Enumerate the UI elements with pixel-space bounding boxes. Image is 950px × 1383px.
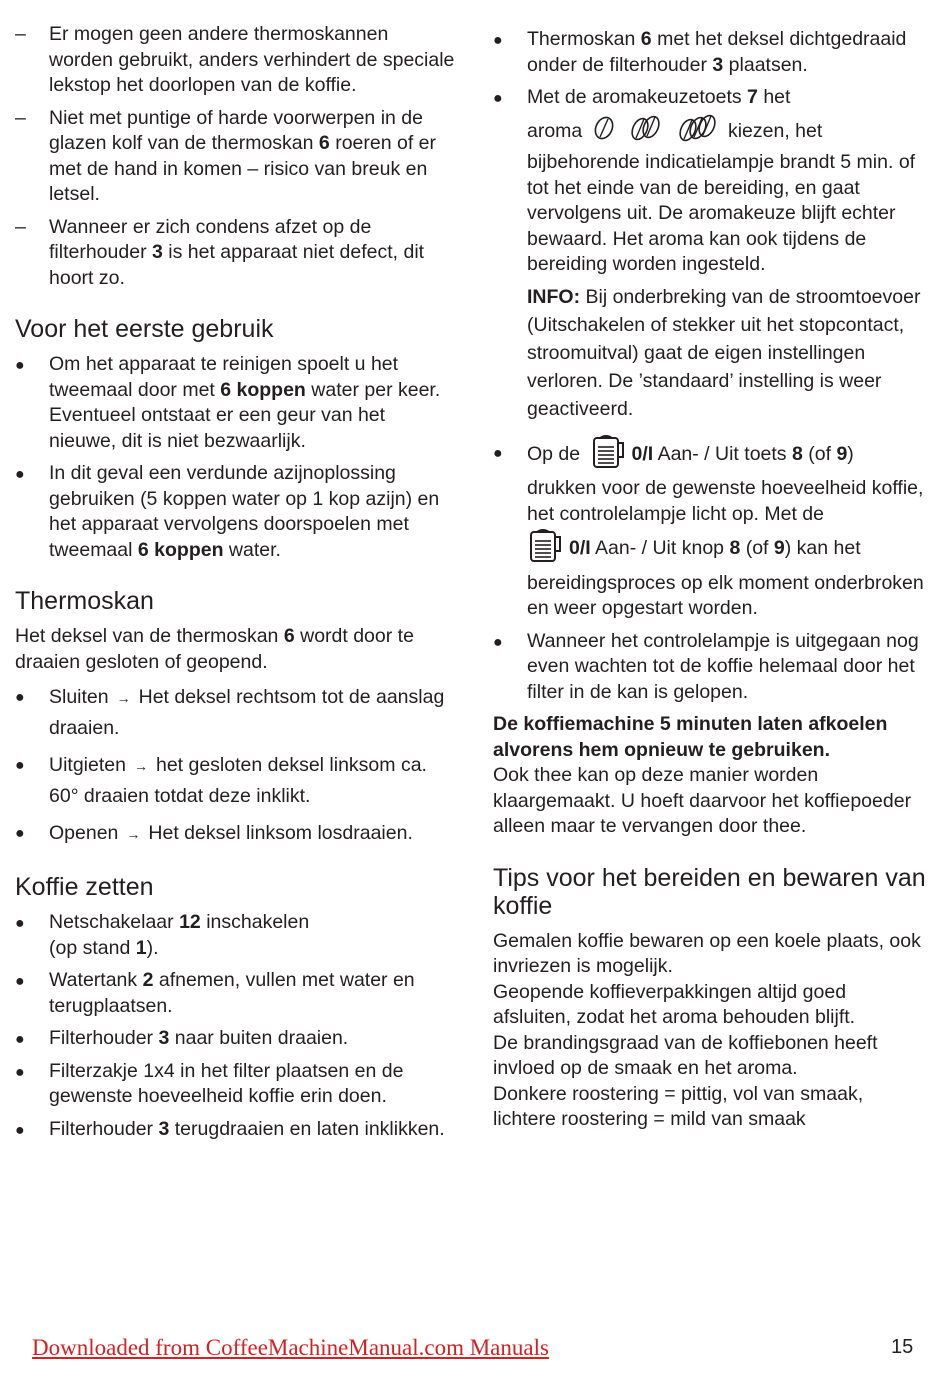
heading-first-use: Voor het eerste gebruik bbox=[15, 315, 274, 343]
left-column bbox=[15, 22, 455, 1149]
heading-coffee: Koffie zetten bbox=[15, 873, 154, 901]
heading-thermos: Thermoskan bbox=[15, 587, 154, 615]
bullet-item: ● In dit geval een verdunde azijnoplossing gebruiken (5 koppen water op 1 kop azijn) en het apparaat vervolgens doorspoelen met tweemaal 6 koppen water. bbox=[15, 462, 440, 561]
tip-text: Donkere roostering = pittig, vol van smaak, lichtere roostering = mild van smaak bbox=[493, 1082, 864, 1131]
bean-one-icon bbox=[592, 115, 616, 149]
bullet-item: ● Wanneer het controlelampje is uitgegaan nog even wachten tot de koffie helemaal door het filter in de kan is gelopen. bbox=[493, 629, 919, 703]
bullet-item: ● Filterhouder 3 naar buiten draaien. bbox=[15, 1027, 349, 1049]
page-number: 15 bbox=[891, 1336, 914, 1358]
bullet-item: ● Netschakelaar 12 inschakelen (op stand 1). bbox=[15, 911, 310, 959]
tip-text: Gemalen koffie bewaren op een koele plaats, ook invriezen is mogelijk. bbox=[493, 929, 921, 978]
heading-tips: Tips voor het bereiden en bewaren van koffie bbox=[493, 863, 926, 920]
bean-two-icon bbox=[629, 114, 663, 150]
tip-text: De brandingsgraad van de koffiebonen heeft invloed op de smaak en het aroma. bbox=[493, 1031, 878, 1080]
bullet-item: ● Filterhouder 3 terugdraaien en laten inklikken. bbox=[15, 1117, 445, 1140]
bullet-item: ● Openen → Het deksel linksom losdraaien. bbox=[15, 818, 455, 849]
dash-item: – Wanneer er zich condens afzet op de filterhouder 3 is het apparaat niet defect, dit hoort zo. bbox=[15, 215, 425, 289]
arrow-right-icon: → bbox=[116, 690, 131, 706]
on-off-carafe-icon bbox=[590, 433, 628, 477]
bullet-item: ● Uitgieten → het gesloten deksel linksom ca. 60° draaien totdat deze inklikt. bbox=[15, 750, 455, 811]
bean-three-icon bbox=[677, 113, 719, 151]
right-column bbox=[493, 22, 928, 1133]
arrow-right-icon: → bbox=[133, 758, 148, 774]
download-source-link[interactable]: Downloaded from CoffeeMachineManual.com Manuals bbox=[32, 1335, 549, 1360]
dash-item: – Niet met puntige of harde voorwerpen in de glazen kolf van de thermoskan 6 roeren of er met de hand in komen – risico van breuk en letsel. bbox=[15, 106, 437, 205]
bullet-item: ● Filterzakje 1x4 in het filter plaatsen en de gewenste hoeveelheid koffie erin doen. bbox=[15, 1059, 404, 1107]
arrow-right-icon: → bbox=[126, 826, 141, 842]
bullet-item: ● Met de aromakeuzetoets 7 het aroma kiezen, het bijbehorende indicatielampje brandt 5 min. of tot het einde van de bereiding, en gaat vervolgens uit. De aromakeuze blijft echter bewaard. Het aroma kan ook tijdens de bereiding worden ingesteld. INFO: Bij onderbreking van de stroomtoevoer (Uitschakelen of stekker uit het stopcontact, stroomuitval) gaat de eigen instellingen verloren. De ’standaard’ instelling is weer geactiveerd. bbox=[493, 85, 928, 423]
bullet-item: ● Sluiten → Het deksel rechtsom tot de aanslag draaien. bbox=[15, 682, 455, 743]
bullet-item: ● Op de 0/I Aan- / Uit toets 8 (of 9) drukken voor de gewenste hoeveelheid koffie, het controlelampje licht op. Met de 0/I Aan- / Uit knop 8 (of 9) kan het bereidingsproces op elk moment onderbroken en weer opgestart worden. bbox=[493, 433, 928, 622]
thermos-intro: Het deksel van de thermoskan 6 wordt door te draaien gesloten of geopend. bbox=[15, 625, 414, 673]
tip-text: Geopende koffieverpakkingen altijd goed afsluiten, zodat het aroma behouden blijft. bbox=[493, 980, 856, 1029]
bullet-item: ● Watertank 2 afnemen, vullen met water en terugplaatsen. bbox=[15, 969, 415, 1017]
cooldown-warning: De koffiemachine 5 minuten laten afkoelen alvorens hem opnieuw te gebruiken. bbox=[493, 713, 888, 761]
bullet-item: ● Om het apparaat te reinigen spoelt u het tweemaal door met 6 koppen water per keer. Eventueel ontstaat er een geur van het nieuwe, dit is niet bezwaarlijk. bbox=[15, 353, 441, 452]
info-note: INFO: Bij onderbreking van de stroomtoevoer (Uitschakelen of stekker uit het stopcontact, stroomuitval) gaat de eigen instellingen verloren. De ’standaard’ instelling is weer geactiveerd. bbox=[527, 285, 921, 420]
tea-note: Ook thee kan op deze manier worden klaargemaakt. U hoeft daarvoor het koffiepoeder alleen maar te vervangen door thee. bbox=[493, 764, 912, 838]
bullet-item: ● Thermoskan 6 met het deksel dichtgedraaid onder de filterhouder 3 plaatsen. bbox=[493, 28, 907, 76]
dash-item: – Er mogen geen andere thermoskannen worden gebruikt, anders verhindert de speciale lekstop het doorlopen van de koffie. bbox=[15, 23, 455, 96]
on-off-carafe-icon bbox=[527, 527, 565, 571]
